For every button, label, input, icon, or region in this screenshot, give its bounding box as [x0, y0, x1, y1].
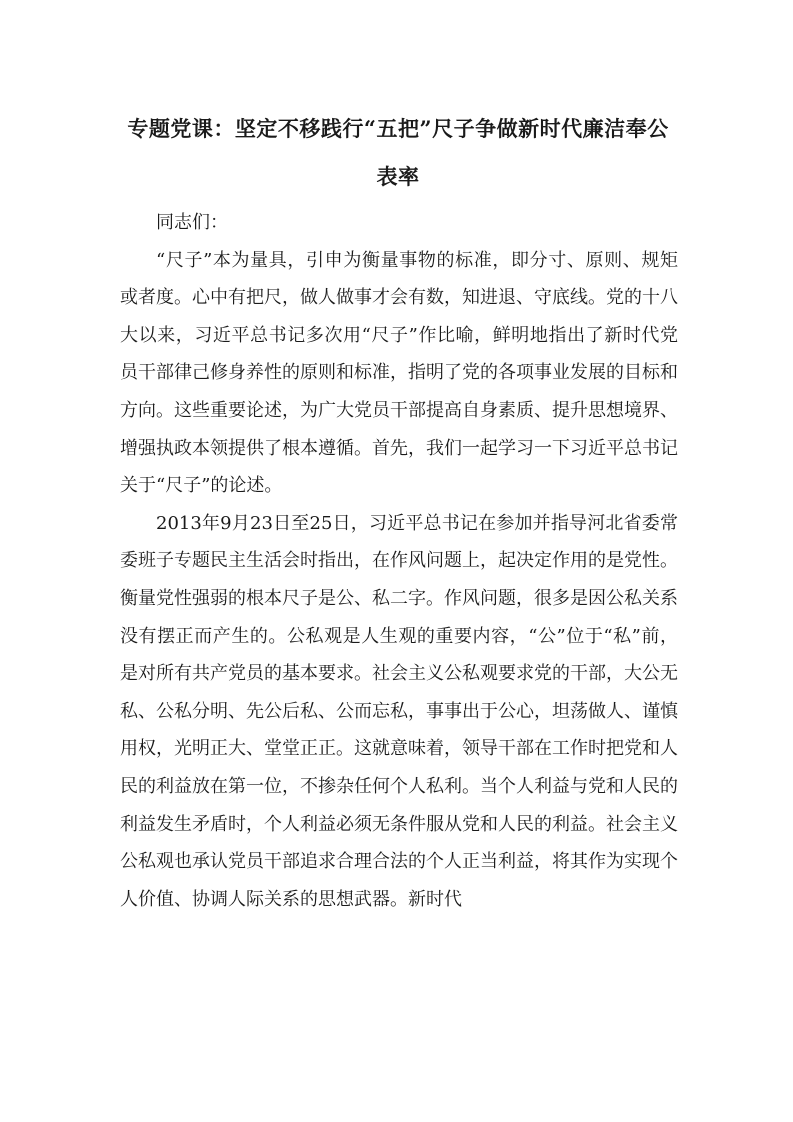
document-title: 专题党课：坚定不移践行“五把”尺子争做新时代廉洁奉公表率	[127, 116, 669, 189]
salutation: 同志们：	[156, 212, 228, 233]
paragraph: 2013年9月23日至25日，习近平总书记在参加并指导河北省委常委班子专题民主生活会时指出，在作风问题上，起决定作用的是党性。衡量党性强弱的根本尺子是公、私二字。作风问题，很多是因公私关系没有摆正而产生的。公私观是人生观的重要内容，“公”位于“私”前，是对所有共产党员的基本要求。社会主义公私观要求党的干部，大公无私、公私分明、先公后私、公而忘私，事事出于公心，坦荡做人、谨慎用权，光明正大、堂堂正正。这就意味着，领导干部在工作时把党和人民的利益放在第一位，不掺杂任何个人私利。当个人利益与党和人民的利益发生矛盾时，个人利益必须无条件服从党和人民的利益。社会主义公私观也承认党员干部追求合理合法的个人正当利益，将其作为实现个人价值、协调人际关系的思想武器。新时代	[120, 512, 678, 910]
paragraph: “尺子”本为量具，引申为衡量事物的标准，即分寸、原则、规矩或者度。心中有把尺，做人做事才会有数，知进退、守底线。党的十八大以来，习近平总书记多次用“尺子”作比喻，鲜明地指出了新时代党员干部律己修身养性的原则和标准，指明了党的各项事业发展的目标和方向。这些重要论述，为广大党员干部提高自身素质、提升思想境界、增强执政本领提供了根本遵循。首先，我们一起学习一下习近平总书记关于“尺子”的论述。	[120, 249, 678, 497]
document-body	[120, 204, 678, 918]
